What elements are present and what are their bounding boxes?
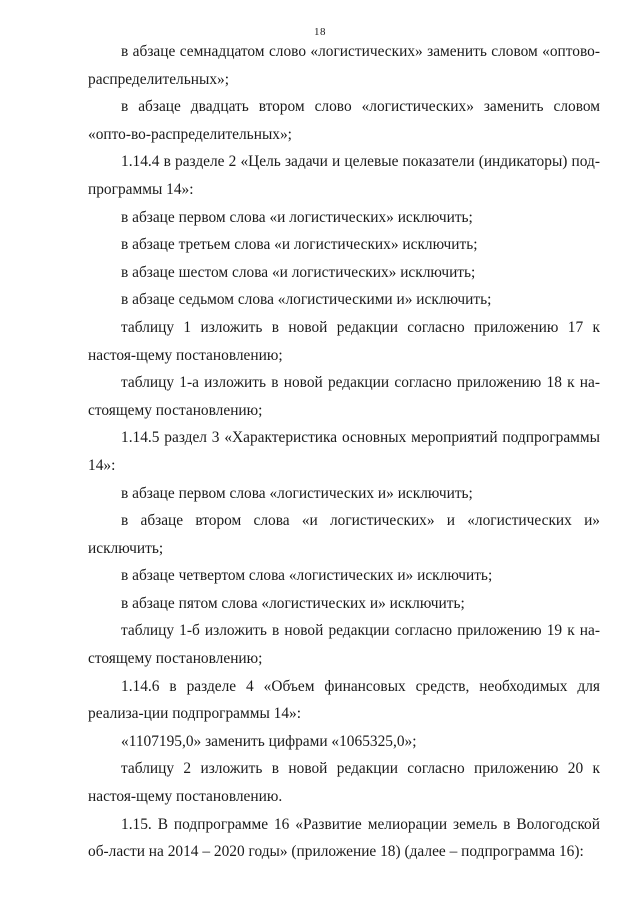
paragraph-8: таблицу 1 изложить в новой редакции согласно приложению 17 к настоя-щему постановлению; <box>88 318 600 364</box>
paragraph-1: в абзаце семнадцатом слово «логистических» заменить словом «оптово-распределительных»; <box>88 43 600 88</box>
document-body <box>88 38 600 866</box>
paragraph-12: в абзаце втором слова «и логистических» и «логистических и» исключить; <box>88 512 600 557</box>
paragraph-4: в абзаце первом слова «и логистических» исключить; <box>121 208 473 226</box>
paragraph-2: в абзаце двадцать втором слово «логистических» заменить словом «опто-во-распределительных»; <box>88 98 600 143</box>
paragraph-19: 1.15. В подпрограмме 16 «Развитие мелиорации земель в Вологодской об-ласти на 2014 – 2020 годы» (приложение 18) (далее – подпрограмма 16): <box>88 815 600 861</box>
paragraph-18: таблицу 2 изложить в новой редакции согласно приложению 20 к настоя-щему постановлению. <box>88 760 600 806</box>
paragraph-5: в абзаце третьем слова «и логистических» исключить; <box>121 236 478 254</box>
paragraph-14: в абзаце пятом слова «логистических и» исключить; <box>121 594 465 612</box>
paragraph-17: «1107195,0» заменить цифрами «1065325,0»; <box>121 732 417 750</box>
paragraph-15: таблицу 1-б изложить в новой редакции согласно приложению 19 к на-стоящему постановлению; <box>88 622 600 668</box>
page-number: 18 <box>314 26 326 38</box>
paragraph-16: 1.14.6 в разделе 4 «Объем финансовых средств, необходимых для реализа-ции подпрограммы 14»: <box>88 677 600 723</box>
paragraph-13: в абзаце четвертом слова «логистических и» исключить; <box>121 567 493 585</box>
paragraph-11: в абзаце первом слова «логистических и» исключить; <box>121 484 473 502</box>
paragraph-10: 1.14.5 раздел 3 «Характеристика основных мероприятий подпрограммы 14»: <box>88 429 600 474</box>
paragraph-9: таблицу 1-а изложить в новой редакции согласно приложению 18 к на-стоящему постановлению; <box>88 374 600 419</box>
paragraph-7: в абзаце седьмом слова «логистическими и» исключить; <box>121 291 492 309</box>
paragraph-3: 1.14.4 в разделе 2 «Цель задачи и целевые показатели (индикаторы) под-программы 14»: <box>88 153 600 198</box>
paragraph-6: в абзаце шестом слова «и логистических» исключить; <box>121 263 476 281</box>
